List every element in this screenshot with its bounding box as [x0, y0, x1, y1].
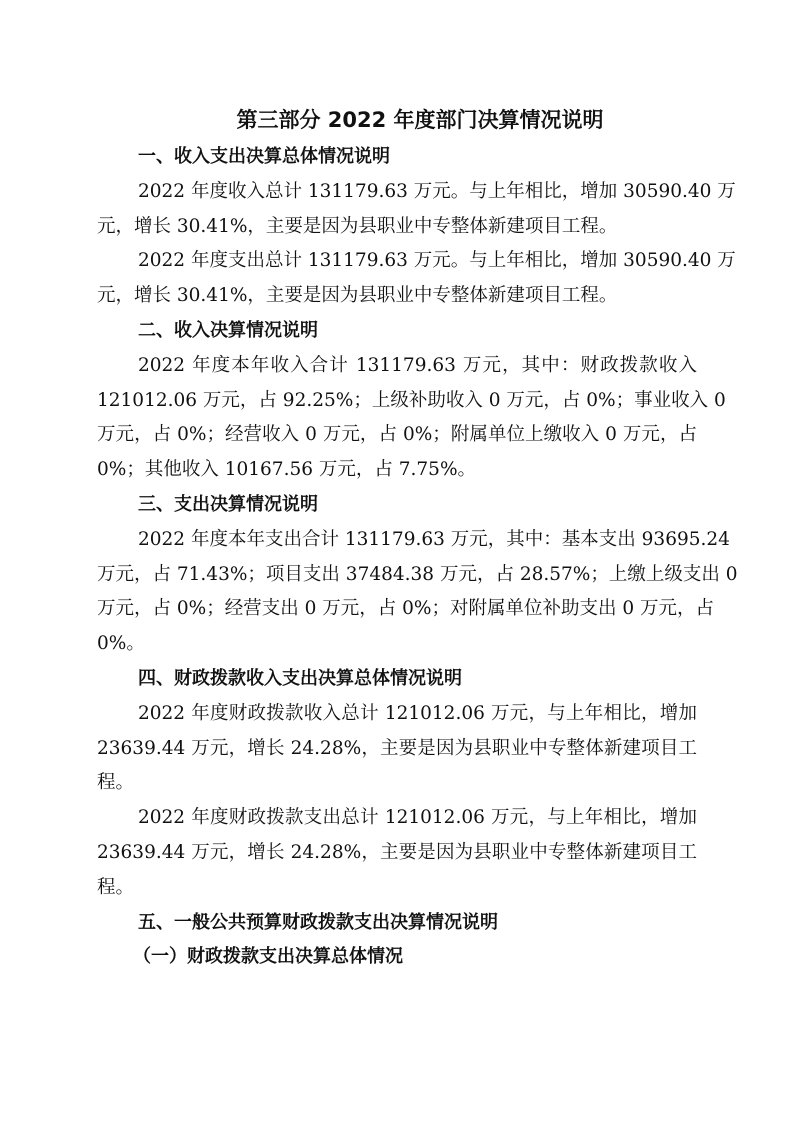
- text-line: 万元，占 0%；经营支出 0 万元，占 0%；对附属单位补助支出 0 万元，占: [97, 598, 715, 620]
- text-line: 元，增长 30.41%，主要是因为县职业中专整体新建项目工程。: [97, 285, 618, 307]
- section-heading: 四、财政拨款收入支出决算总体情况说明: [138, 667, 462, 689]
- text-line: 121012.06 万元，占 92.25%；上级补助收入 0 万元，占 0%；事业收入 0: [97, 389, 726, 411]
- text-line: 2022 年度支出总计 131179.63 万元。与上年相比，增加 30590.40 万: [138, 250, 736, 272]
- text-line: 万元，占 71.43%；项目支出 37484.38 万元，占 28.57%；上缴上级支出 0: [97, 563, 738, 585]
- text-line: 23639.44 万元，增长 24.28%，主要是因为县职业中专整体新建项目工: [97, 841, 697, 863]
- text-line: 0%；其他收入 10167.56 万元，占 7.75%。: [97, 459, 477, 481]
- paragraph: [97, 523, 738, 662]
- text-line: 2022 年度财政拨款收入总计 121012.06 万元，与上年相比，增加: [138, 702, 697, 724]
- page-title: 第三部分 2022 年度部门决算情况说明: [236, 108, 604, 132]
- text-line: 2022 年度本年支出合计 131179.63 万元，其中：基本支出 93695.24: [138, 528, 730, 550]
- section-heading: 一、收入支出决算总体情况说明: [138, 146, 390, 167]
- document-body: [97, 140, 738, 975]
- section-heading: 二、收入决算情况说明: [138, 319, 318, 341]
- text-line: 元，增长 30.41%，主要是因为县职业中专整体新建项目工程。: [97, 215, 618, 237]
- section-heading: 五、一般公共预算财政拨款支出决算情况说明: [138, 911, 498, 933]
- paragraph: [97, 697, 697, 801]
- section-heading: 三、支出决算情况说明: [138, 493, 318, 515]
- paragraph: [97, 175, 736, 245]
- text-line: 万元，占 0%；经营收入 0 万元，占 0%；附属单位上缴收入 0 万元，占: [97, 424, 697, 446]
- text-line: 0%。: [97, 633, 145, 655]
- text-line: 程。: [97, 876, 135, 898]
- text-line: 程。: [97, 772, 135, 794]
- text-line: 2022 年度本年收入合计 131179.63 万元，其中：财政拨款收入: [138, 354, 697, 376]
- text-line: 2022 年度财政拨款支出总计 121012.06 万元，与上年相比，增加: [138, 807, 697, 829]
- text-line: 23639.44 万元，增长 24.28%，主要是因为县职业中专整体新建项目工: [97, 737, 697, 759]
- text-line: 2022 年度收入总计 131179.63 万元。与上年相比，增加 30590.40 万: [138, 180, 736, 202]
- paragraph: [97, 801, 697, 905]
- subsection-heading: （一）财政拨款支出决算总体情况: [133, 946, 403, 968]
- paragraph: [97, 349, 726, 488]
- paragraph: [97, 244, 736, 314]
